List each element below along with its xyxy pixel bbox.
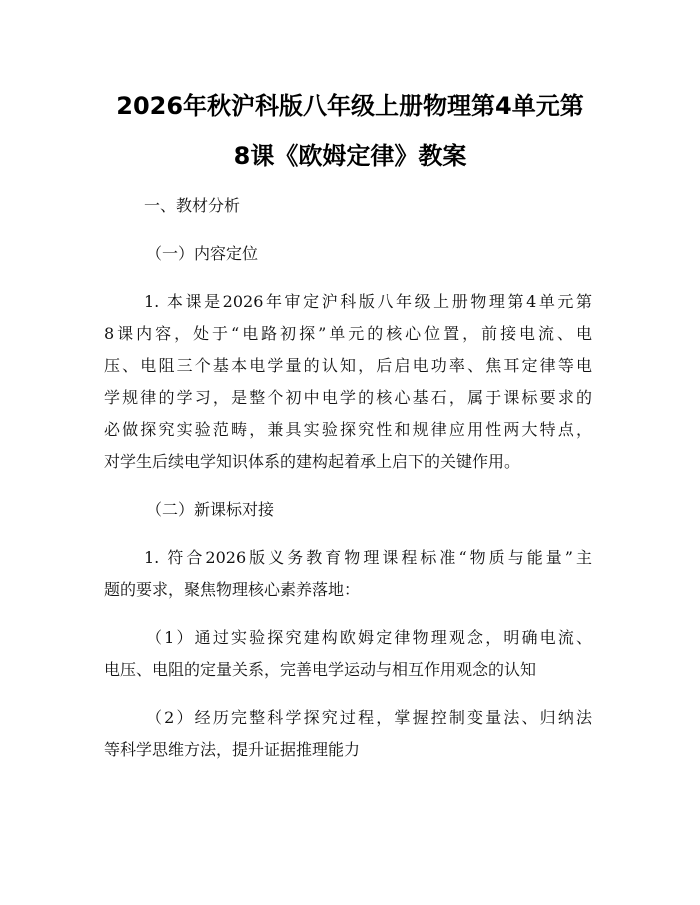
- paragraph-1-line-1: 1. 本课是2026年审定沪科版八年级上册物理第4单元第: [144, 292, 592, 311]
- paragraph-1-line-4: 学规律的学习，是整个初中电学的核心基石，属于课标要求的: [104, 388, 592, 407]
- list-item-1-line-1: （1）通过实验探究建构欧姆定律物理观念，明确电流、: [146, 628, 592, 647]
- paragraph-1-line-3: 压、电阻三个基本电学量的认知，后启电功率、焦耳定律等电: [104, 356, 592, 375]
- paragraph-1-line-2: 8课内容，处于“电路初探”单元的核心位置，前接电流、电: [104, 324, 592, 343]
- paragraph-1-line-6: 对学生后续电学知识体系的建构起着承上启下的关键作用。: [104, 452, 521, 471]
- subsection-heading-content-positioning: （一）内容定位: [146, 244, 259, 263]
- document-title-line-2: 8课《欧姆定律》教案: [233, 142, 467, 170]
- section-heading-textbook-analysis: 一、教材分析: [144, 196, 241, 215]
- paragraph-1-line-5: 必做探究实验范畴，兼具实验探究性和规律应用性两大特点，: [104, 420, 592, 439]
- subsection-heading-new-curriculum: （二）新课标对接: [146, 500, 275, 519]
- list-item-2-line-1: （2）经历完整科学探究过程，掌握控制变量法、归纳法: [146, 708, 592, 727]
- paragraph-2-line-2: 题的要求，聚焦物理核心素养落地：: [104, 580, 361, 599]
- paragraph-2-line-1: 1. 符合2026版义务教育物理课程标准“物质与能量”主: [144, 548, 592, 567]
- list-item-1-line-2: 电压、电阻的定量关系，完善电学运动与相互作用观念的认知: [104, 660, 537, 679]
- document-title-line-1: 2026年秋沪科版八年级上册物理第4单元第: [116, 92, 584, 120]
- list-item-2-line-2: 等科学思维方法，提升证据推理能力: [104, 740, 361, 759]
